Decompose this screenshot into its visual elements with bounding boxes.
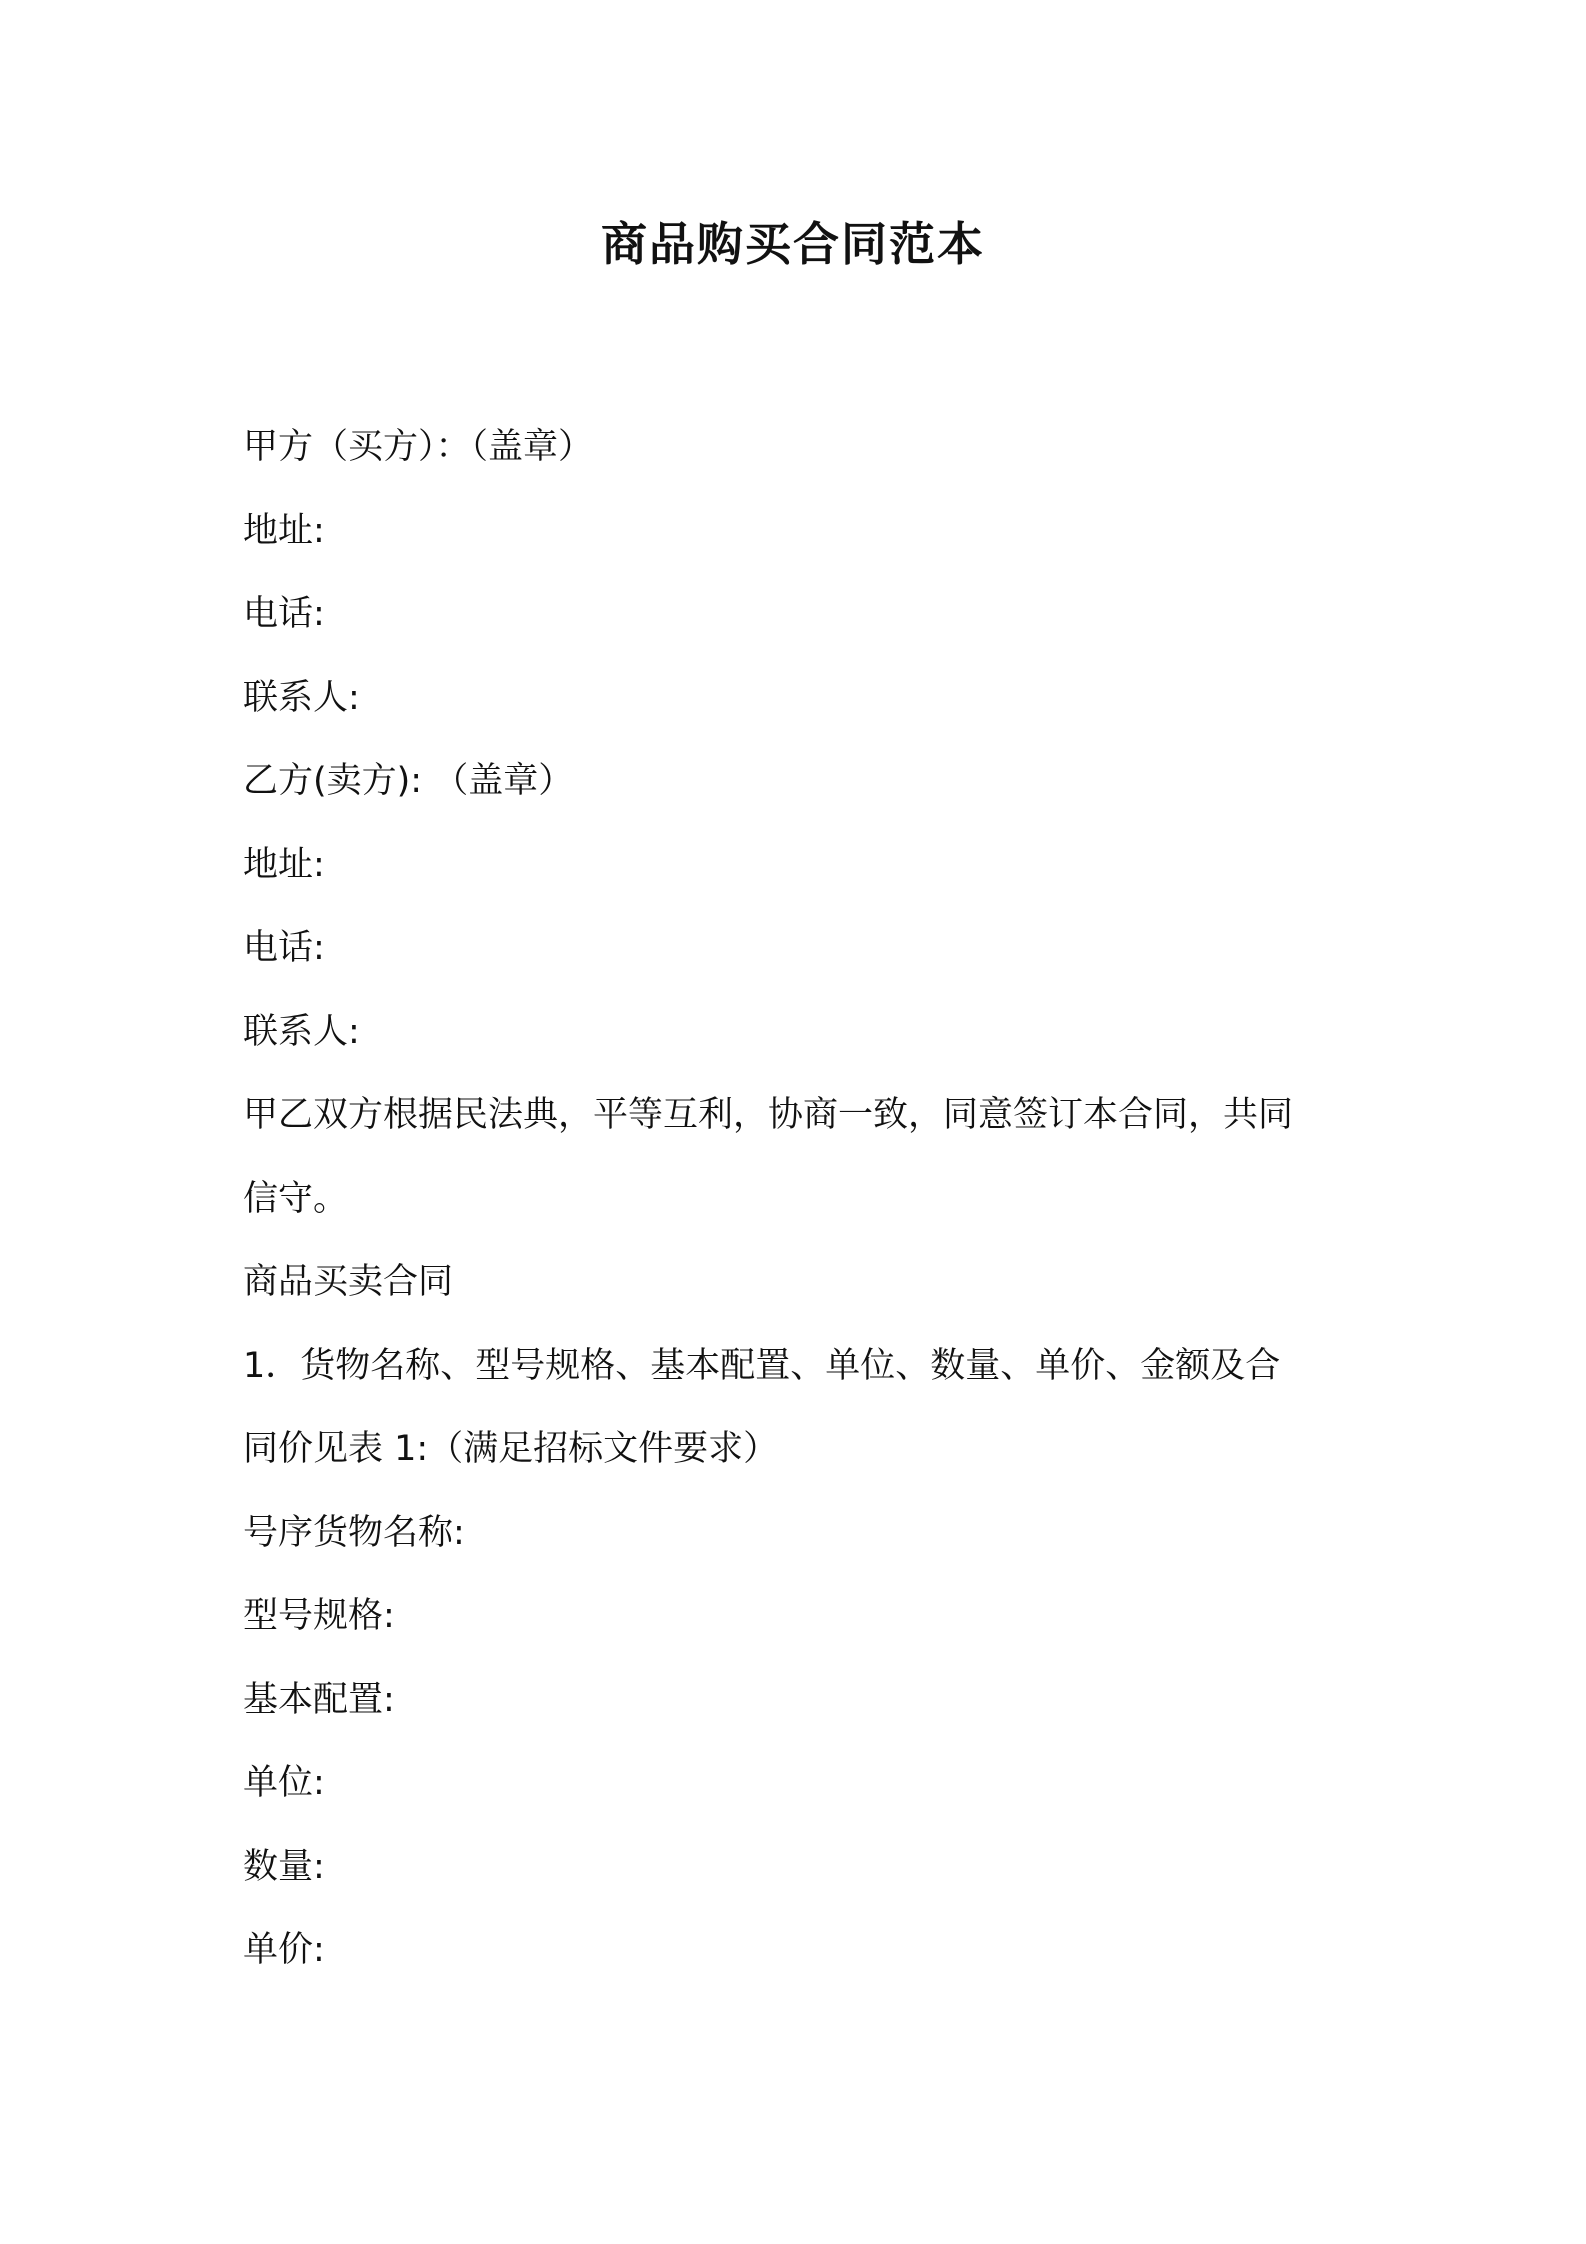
document-title: 商品购买合同范本	[601, 217, 985, 271]
agreement-line-2: 信守。	[243, 1178, 349, 1219]
party-b-phone: 电话:	[243, 928, 325, 968]
document-body	[243, 406, 1353, 1993]
field-unit-price: 单价:	[243, 1930, 325, 1970]
clause-1-line-2: 同价见表 1:（满足招标文件要求）	[243, 1429, 779, 1469]
field-goods-name: 号序货物名称:	[243, 1512, 465, 1553]
clause-1-line-1: 1．货物名称、型号规格、基本配置、单位、数量、单价、金额及合	[243, 1345, 1281, 1386]
field-basic-config: 基本配置:	[243, 1679, 395, 1720]
party-a-contact: 联系人:	[243, 677, 360, 718]
field-unit: 单位:	[243, 1763, 325, 1803]
party-b-heading: 乙方(卖方): （盖章）	[243, 761, 574, 801]
field-quantity: 数量:	[243, 1846, 325, 1887]
party-b-contact: 联系人:	[243, 1011, 360, 1052]
party-a-address: 地址:	[243, 510, 325, 551]
clause-1-paragraph	[243, 1325, 1353, 1492]
party-a-heading: 甲方（买方）：（盖章）	[243, 427, 594, 467]
agreement-line-1: 甲乙双方根据民法典，平等互利，协商一致，同意签订本合同，共同	[243, 1095, 1294, 1135]
contract-heading: 商品买卖合同	[243, 1262, 454, 1302]
agreement-paragraph	[243, 1074, 1353, 1241]
party-b-address: 地址:	[243, 844, 325, 885]
field-model-spec: 型号规格:	[243, 1596, 395, 1636]
party-a-phone: 电话:	[243, 594, 325, 634]
